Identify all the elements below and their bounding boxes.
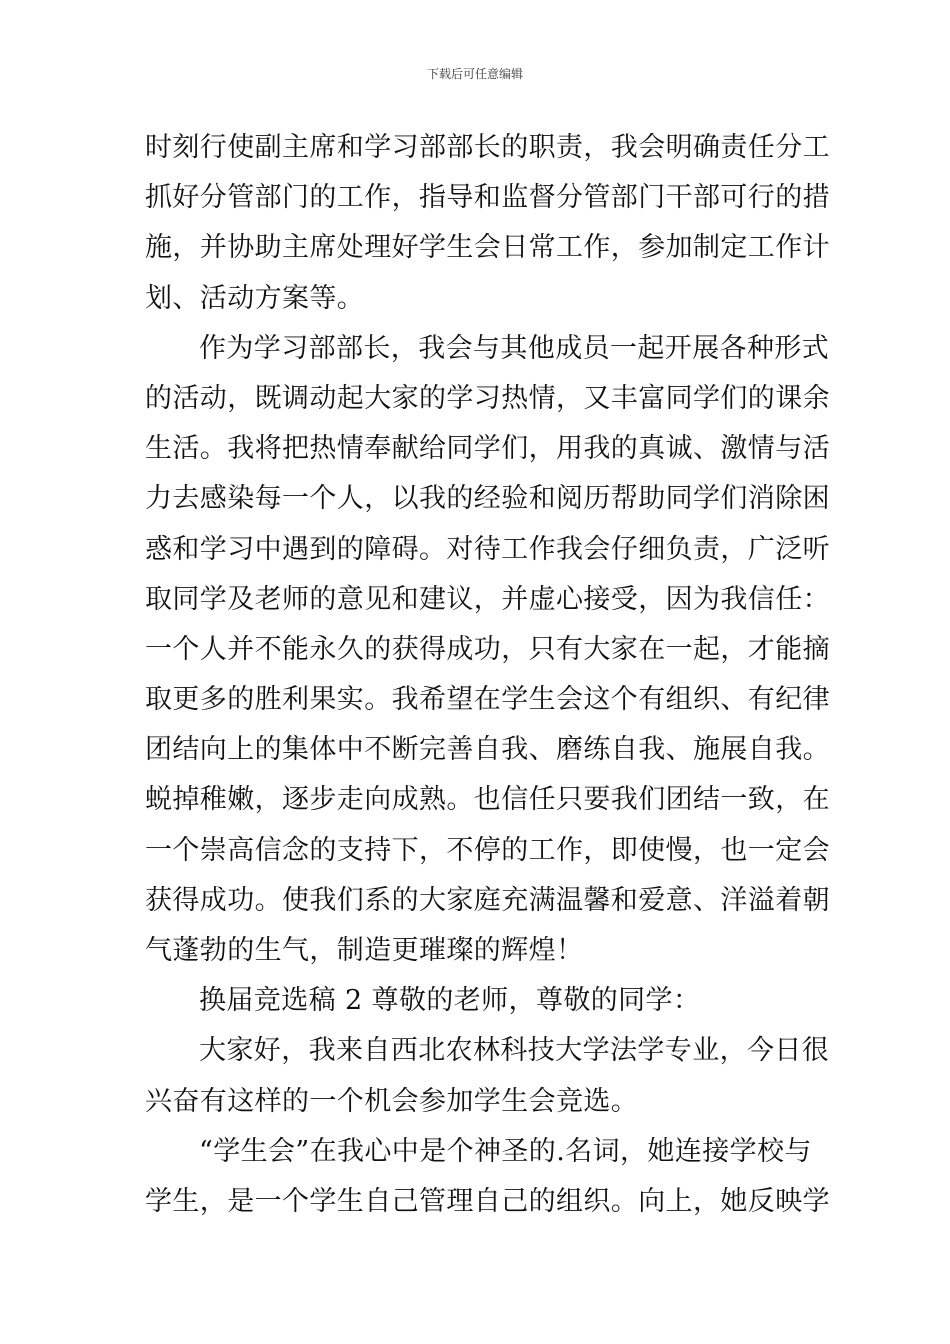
text-line: 施，并协助主席处理好学生会日常工作，参加制定工作计 bbox=[145, 232, 830, 264]
text-line: 获得成功。使我们系的大家庭充满温馨和爱意、洋溢着朝 bbox=[145, 884, 830, 916]
text-line: 生活。我将把热情奉献给同学们，用我的真诚、激情与活 bbox=[145, 433, 830, 465]
text-line: 取更多的胜利果实。我希望在学生会这个有组织、有纪律 bbox=[145, 684, 830, 716]
text-line: 一个崇高信念的支持下，不停的工作，即使慢，也一定会 bbox=[145, 834, 830, 866]
text-line: 力去感染每一个人，以我的经验和阅历帮助同学们消除困 bbox=[145, 483, 830, 515]
document-body bbox=[145, 123, 830, 1227]
text-line: 取同学及老师的意见和建议，并虚心接受，因为我信任： bbox=[145, 583, 830, 615]
paragraph-first-line: 作为学习部部长，我会与其他成员一起开展各种形式 bbox=[199, 332, 830, 364]
paragraph-first-line: 大家好，我来自西北农林科技大学法学专业，今日很 bbox=[199, 1035, 830, 1067]
text-line: 一个人并不能永久的获得成功，只有大家在一起，才能摘 bbox=[145, 633, 830, 665]
section-heading-line: 换届竞选稿 2 尊敬的老师，尊敬的同学： bbox=[199, 985, 701, 1017]
page-header: 下载后可任意编辑 bbox=[426, 67, 523, 81]
text-line: 划、活动方案等。 bbox=[145, 282, 365, 314]
text-line: 的活动，既调动起大家的学习热情，又丰富同学们的课余 bbox=[145, 382, 830, 414]
text-line: 学生，是一个学生自己管理自己的组织。向上，她反映学 bbox=[145, 1185, 830, 1217]
text-line: 蜕掉稚嫩，逐步走向成熟。也信任只要我们团结一致，在 bbox=[145, 784, 830, 816]
paragraph-first-line: “学生会”在我心中是个神圣的.名词，她连接学校与 bbox=[199, 1135, 812, 1167]
text-line: 气蓬勃的生气，制造更璀璨的辉煌！ bbox=[145, 935, 584, 966]
text-line: 兴奋有这样的一个机会参加学生会竞选。 bbox=[145, 1085, 639, 1117]
text-line: 抓好分管部门的工作，指导和监督分管部门干部可行的措 bbox=[145, 182, 830, 214]
text-line: 时刻行使副主席和学习部部长的职责，我会明确责任分工 bbox=[145, 132, 830, 163]
text-line: 惑和学习中遇到的障碍。对待工作我会仔细负责，广泛听 bbox=[145, 533, 830, 565]
text-line: 团结向上的集体中不断完善自我、磨练自我、施展自我。 bbox=[145, 734, 830, 766]
